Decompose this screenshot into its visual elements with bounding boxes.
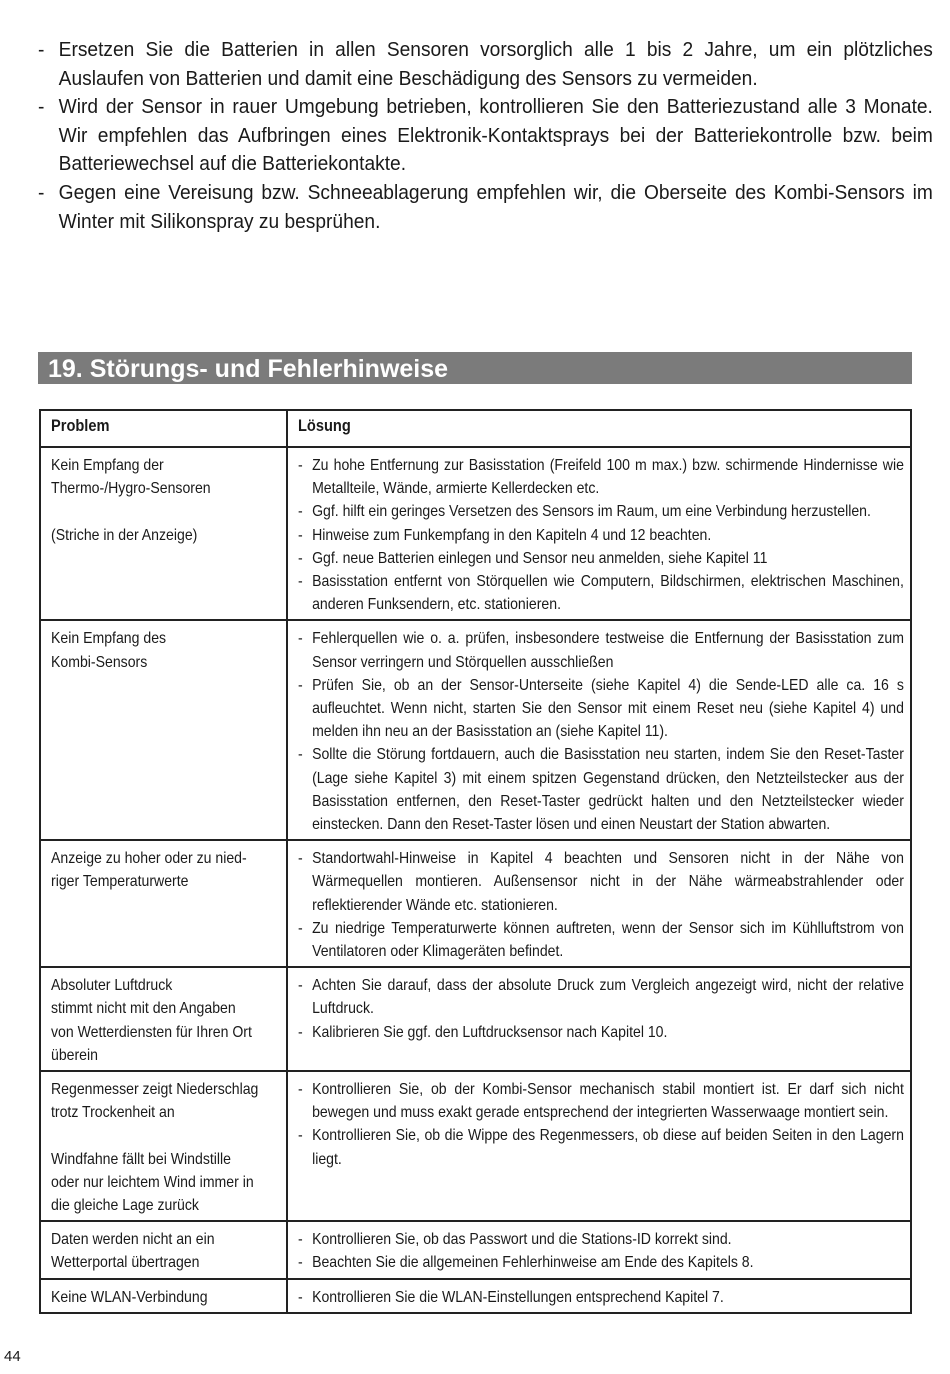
- solution-text: Kontrollieren Sie, ob die Wippe des Regenmessers, ob diese auf beiden Seiten in den Lagern liegt.: [312, 1127, 904, 1168]
- solution-item: [298, 1228, 904, 1251]
- solution-text: Kontrollieren Sie, ob der Kombi-Sensor mechanisch stabil montiert ist. Er darf sich nicht bewegen und muss exakt gerade entsprechend der integrierten Wasserwaage montiert sein.: [312, 1081, 904, 1122]
- section-heading: 19. Störungs- und Fehlerhinweise: [38, 352, 912, 384]
- table-row: [40, 1221, 911, 1278]
- table-row: [40, 1071, 911, 1221]
- bullet-marker: -: [298, 1254, 303, 1272]
- problem-line: von Wetterdiensten für Ihren Ort: [51, 1023, 252, 1041]
- bullet-marker: -: [298, 977, 303, 995]
- problem-line: Regenmesser zeigt Niederschlag: [51, 1081, 259, 1099]
- solution-text: Zu hohe Entfernung zur Basisstation (Freifeld 100 m max.) bzw. schirmende Hindernisse wie Metallteile, Wände, armierte Kellerdecken etc.: [312, 457, 904, 498]
- problem-line: trotz Trockenheit an: [51, 1104, 175, 1122]
- problem-line: Wetterportal übertragen: [51, 1254, 200, 1272]
- header-problem: Problem: [40, 410, 287, 447]
- bullet-marker: -: [298, 850, 303, 868]
- bullet-marker: -: [38, 39, 45, 61]
- bullet-marker: -: [298, 1023, 303, 1041]
- solution-item: [298, 524, 904, 547]
- solution-item: [298, 1251, 904, 1274]
- table-row: [40, 447, 911, 620]
- problem-line: [51, 1124, 279, 1147]
- bullet-marker: -: [298, 457, 303, 474]
- problem-cell: [40, 1221, 287, 1278]
- page-number: 44: [4, 1348, 21, 1365]
- problem-cell: [40, 447, 287, 620]
- table-row: [40, 1279, 911, 1313]
- header-solution: Lösung: [287, 410, 911, 447]
- problem-cell: [40, 1279, 287, 1313]
- intro-bullet: [38, 93, 933, 179]
- table-header-row: [40, 410, 911, 447]
- intro-bullet-list: [38, 36, 933, 236]
- intro-bullet: [38, 36, 933, 93]
- bullet-marker: -: [38, 96, 45, 119]
- solution-item: [298, 1286, 904, 1309]
- bullet-marker: -: [298, 746, 303, 764]
- solution-cell: [287, 1279, 911, 1313]
- solution-item: [298, 570, 904, 616]
- solution-text: Achten Sie darauf, dass der absolute Druck zum Vergleich angezeigt wird, nicht der relative Luftdruck.: [312, 977, 904, 1018]
- bullet-marker: -: [298, 676, 303, 694]
- problem-cell: [40, 967, 287, 1071]
- solution-item: [298, 917, 904, 963]
- problem-cell: [40, 1071, 287, 1221]
- problem-cell: [40, 620, 287, 840]
- solution-text: Ggf. hilft ein geringes Versetzen des Sensors im Raum, um eine Verbindung herzustellen.: [312, 503, 871, 521]
- bullet-text: Ersetzen Sie die Batterien in allen Sensoren vorsorglich alle 1 bis 2 Jahre, um ein plötzliches Auslaufen von Batterien und damit eine Beschädigung des Sensors zu vermeiden.: [58, 39, 933, 90]
- solution-item: [298, 847, 904, 917]
- bullet-marker: -: [298, 919, 303, 937]
- bullet-marker: -: [298, 503, 303, 521]
- solution-item: [298, 500, 904, 523]
- solution-item: [298, 1078, 904, 1124]
- problem-line: stimmt nicht mit den Angaben: [51, 1000, 236, 1018]
- solution-text: Prüfen Sie, ob an der Sensor-Unterseite (siehe Kapitel 4) die Sende-LED alle ca. 16 s aufleuchtet. Wenn nicht, starten Sie den Sensor mit einem Reset neu (siehe Kapitel 4) und melden ihn neu an der Basisstation an (siehe Kapitel 11).: [312, 676, 904, 741]
- bullet-marker: -: [298, 1081, 303, 1099]
- solution-text: Kalibrieren Sie ggf. den Luftdrucksensor nach Kapitel 10.: [312, 1023, 668, 1041]
- solution-text: Fehlerquellen wie o. a. prüfen, insbesondere testweise die Entfernung der Basisstation zum Sensor verringern und Störquellen ausschließen: [312, 630, 904, 671]
- solution-item: [298, 1124, 904, 1170]
- problem-line: oder nur leichtem Wind immer in: [51, 1173, 254, 1191]
- solution-text: Basisstation entfernt von Störquellen wie Computern, Bildschirmen, elektrischen Maschinen, anderen Funksendern, etc. stationieren.: [312, 573, 904, 614]
- table-row: [40, 620, 911, 840]
- bullet-marker: -: [298, 526, 303, 544]
- solution-item: [298, 627, 904, 673]
- problem-line: überein: [51, 1046, 98, 1064]
- bullet-marker: -: [298, 549, 303, 567]
- problem-line: riger Temperaturwerte: [51, 873, 189, 891]
- solution-item: [298, 974, 904, 1020]
- problem-line: Keine WLAN-Verbindung: [51, 1288, 208, 1306]
- solution-cell: [287, 447, 911, 620]
- solution-text: Beachten Sie die allgemeinen Fehlerhinweise am Ende des Kapitels 8.: [312, 1254, 754, 1272]
- solution-cell: [287, 967, 911, 1071]
- troubleshooting-table: [39, 409, 912, 1314]
- solution-item: [298, 547, 904, 570]
- solution-item: [298, 674, 904, 744]
- solution-cell: [287, 1071, 911, 1221]
- solution-text: Standortwahl-Hinweise in Kapitel 4 beachten und Sensoren nicht in der Nähe von Wärmequellen montieren. Außensensor nicht in der Nähe wärmeabstrahlender oder reflektierender Wände etc. stationieren.: [312, 850, 904, 914]
- bullet-marker: -: [298, 630, 303, 648]
- bullet-text: Gegen eine Vereisung bzw. Schneeablagerung empfehlen wir, die Oberseite des Kombi-Sensors im Winter mit Silikonspray zu besprühen.: [58, 181, 933, 233]
- problem-line: Thermo-/Hygro-Sensoren: [51, 480, 211, 498]
- solution-text: Hinweise zum Funkempfang in den Kapiteln 4 und 12 beachten.: [312, 526, 712, 544]
- solution-text: Kontrollieren Sie, ob das Passwort und die Stations-ID korrekt sind.: [312, 1231, 732, 1249]
- bullet-marker: -: [38, 181, 45, 204]
- solution-text: Sollte die Störung fortdauern, auch die Basisstation neu starten, indem Sie den Reset-Taster (Lage siehe Kapitel 3) mit einem spitzen Gegenstand drücken, den Netzteilstecker aus der Basisstation entfernen, den Reset-Taster gedrückt halten und den Netzteilstecker wieder einstecken. Dann den Reset-Taster lösen und einen Neustart der Station abwarten.: [312, 746, 904, 834]
- problem-line: Absoluter Luftdruck: [51, 977, 173, 995]
- problem-line: Kein Empfang der: [51, 457, 164, 474]
- solution-item: [298, 743, 904, 836]
- table-body: [40, 447, 911, 1313]
- problem-line: Daten werden nicht an ein: [51, 1231, 215, 1249]
- solution-item: [298, 454, 904, 500]
- bullet-marker: -: [298, 1231, 303, 1249]
- bullet-marker: -: [298, 573, 303, 591]
- problem-line: die gleiche Lage zurück: [51, 1197, 199, 1215]
- solution-cell: [287, 840, 911, 967]
- solution-text: Zu niedrige Temperaturwerte können auftreten, wenn der Sensor sich im Kühlluftstrom von Ventilatoren oder Klimageräten befindet.: [312, 919, 904, 961]
- bullet-marker: -: [298, 1288, 303, 1306]
- solution-cell: [287, 620, 911, 840]
- problem-line: Anzeige zu hoher oder zu nied-: [51, 850, 247, 868]
- bullet-marker: -: [298, 1127, 303, 1145]
- solution-text: Ggf. neue Batterien einlegen und Sensor neu anmelden, siehe Kapitel 11: [312, 549, 768, 567]
- table-row: [40, 840, 911, 967]
- problem-line: [51, 500, 279, 523]
- bullet-text: Wird der Sensor in rauer Umgebung betrieben, kontrollieren Sie den Batteriezustand alle 3 Monate. Wir empfehlen das Aufbringen eines Elektronik-Kontaktsprays bei der Batteriekontrolle bzw. beim Batteriewechsel auf die Batteriekontakte.: [58, 96, 933, 176]
- problem-cell: [40, 840, 287, 967]
- solution-item: [298, 1021, 904, 1044]
- problem-line: Kombi-Sensors: [51, 653, 148, 671]
- table-row: [40, 967, 911, 1071]
- solution-cell: [287, 1221, 911, 1278]
- intro-bullet: [38, 179, 933, 236]
- problem-line: Kein Empfang des: [51, 630, 167, 648]
- problem-line: (Striche in der Anzeige): [51, 526, 198, 544]
- problem-line: Windfahne fällt bei Windstille: [51, 1150, 232, 1168]
- solution-text: Kontrollieren Sie die WLAN-Einstellungen entsprechend Kapitel 7.: [312, 1288, 724, 1306]
